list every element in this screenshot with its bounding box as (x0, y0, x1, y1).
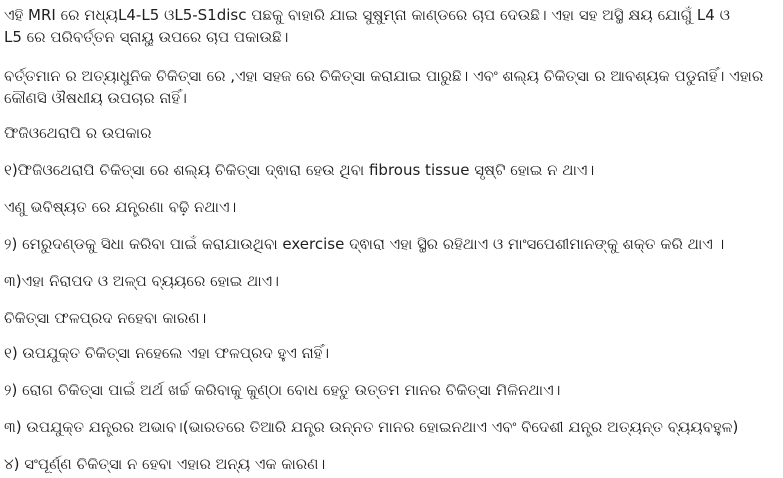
treatment-paragraph-line-2: କୌଣସି ଔଷଧୀୟ ଉପଚାର ନାହିଁ। (4, 89, 187, 107)
benefit-item-1-continued: ଏଣୁ ଭବିଷ୍ୟତ ରେ ଯନ୍ତ୍ରଣା ବଢ଼ି ନଥାଏ। (4, 198, 237, 216)
reason-item-4: ୪) ସଂପୂର୍ଣ୍ଣ ଚିକିତ୍ସା ନ ହେବା ଏହାର ଅନ୍ୟ ଏକ କାରଣ। (4, 455, 326, 473)
benefit-item-1: ୧)ଫିଜିଓଥେରାପି ଚିକିତ୍ସା ରେ ଶଲ୍ୟ ଚିକିତ୍ସା ଦ୍ଵାରା ହେଉ ଥିବା fibrous tissue ସୃଷ୍ଟି ହୋଇ ନ ଥାଏ। (4, 161, 595, 179)
reason-item-3: ୩) ଉପଯୁକ୍ତ ଯନ୍ତ୍ରର ଅଭାବ।(ଭାରତରେ ତିଆରି ଯନ୍ତ୍ର ଉନ୍ନତ ମାନର ହୋଇନଥାଏ ଏବଂ ବିଦେଶୀ ଯନ୍ତ୍ର ଅତ୍ୟନ୍ତ ବ୍ୟୟବହୁଳ) (4, 418, 739, 436)
reason-item-1: ୧) ଉପଯୁକ୍ତ ଚିକିତ୍ସା ନହେଲେ ଏହା ଫଳପ୍ରଦ ହୁଏ ନାହିଁ। (4, 344, 330, 362)
reason-item-2: ୨) ରୋଗ ଚିକିତ୍ସା ପାଇଁ ଅର୍ଥ ଖର୍ଚ୍ଚ କରିବାକୁ କୁଣ୍ଠା ବୋଧ ହେତୁ ଉତ୍ତମ ମାନର ଚିକିତ୍ସା ମିଳିନଥାଏ। (4, 381, 561, 399)
ineffective-treatment-heading: ଚିକିତ୍ସା ଫଳପ୍ରଦ ନହେବା କାରଣ। (4, 309, 207, 327)
benefit-item-2: ୨) ମେରୁଦଣ୍ଡକୁ ସିଧା କରିବା ପାଇଁ କରାଯାଉଥିବା exercise ଦ୍ଵାରା ଏହା ସ୍ଥିର ରହିଥାଏ ଓ ମାଂସପେଶୀମାନଙ୍କୁ ଶକ୍ତ କରି ଥାଏ । (4, 235, 725, 253)
mri-paragraph-line-1: ଏହି MRI ରେ ମଧ୍ୟL4-L5 ଓL5-S1disc ପଛକୁ ବାହାରି ଯାଇ ସୁଷୁମ୍ନା କାଣ୍ଡରେ ଚାପ ଦେଉଛି। ଏହା ସହ ଅସ୍ଥି କ୍ଷୟ ଯୋଗୁଁ L4 ଓ (4, 6, 730, 24)
benefit-item-3: ୩)ଏହା ନିରାପଦ ଓ ଅଳ୍ପ ବ୍ୟୟରେ ହୋଇ ଥାଏ। (4, 272, 279, 290)
mri-paragraph-line-2: L5 ରେ ପରିବର୍ତ୍ତନ ସ୍ନାୟୁ ଉପରେ ଚାପ ପକାଉଛି। (4, 28, 289, 46)
physiotherapy-heading: ଫିଜିଓଥେରାପି ର ଉପକାର (4, 124, 152, 142)
treatment-paragraph-line-1: ବର୍ତ୍ତମାନ ର ଅତ୍ୟାଧୁନିକ ଚିକିତ୍ସା ରେ ,ଏହା ସହଜ ରେ ଚିକିତ୍ସା କରାଯାଇ ପାରୁଛି। ଏବଂ ଶଲ୍ୟ ଚିକିତ୍ସା ର ଆବଶ୍ୟକ ପଡୁନାହିଁ। ଏହାର (4, 67, 764, 85)
